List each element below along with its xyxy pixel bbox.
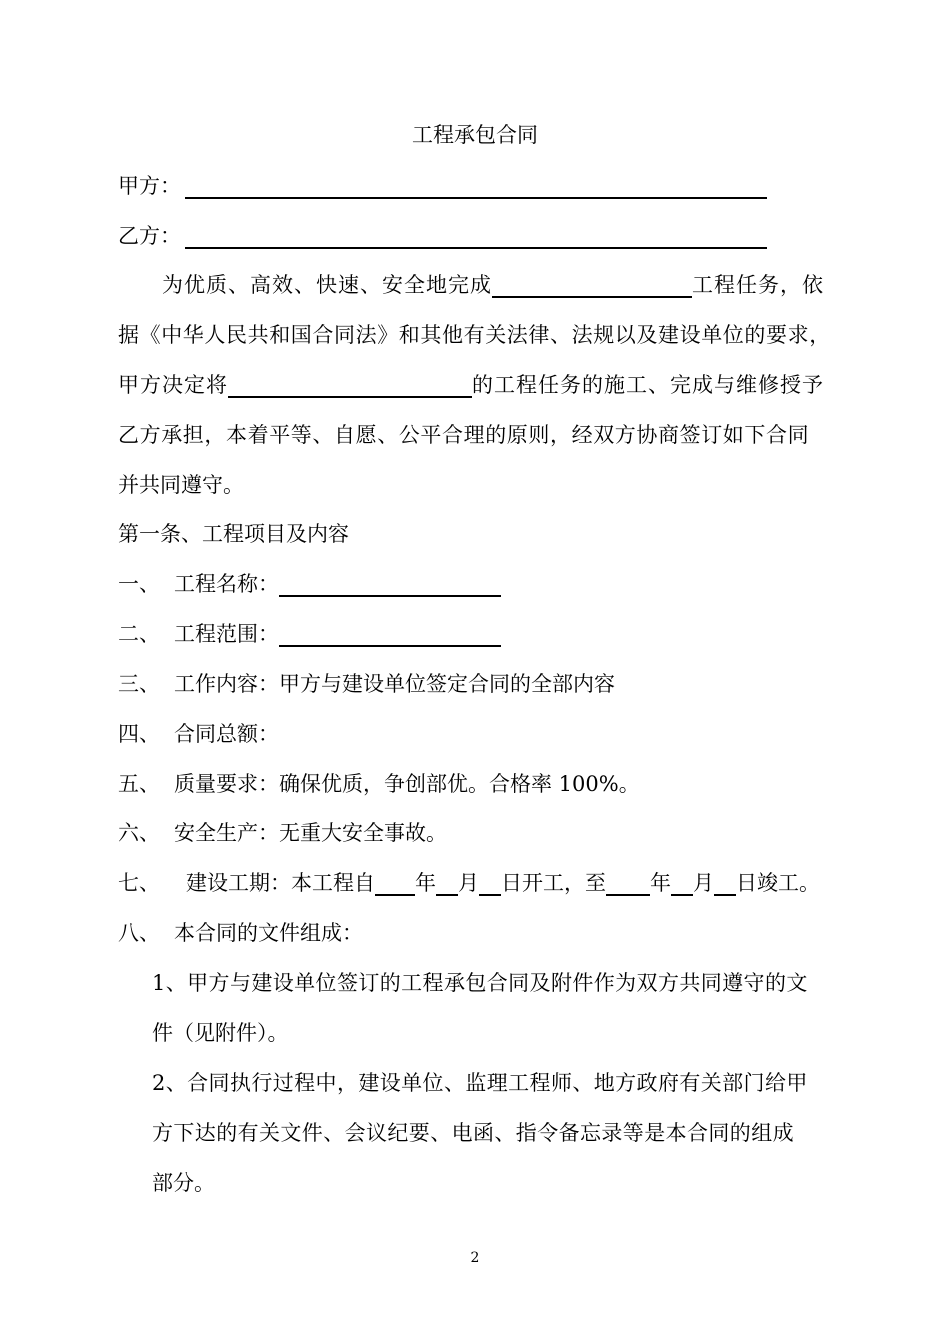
item-1 <box>118 571 501 597</box>
party-a-blank[interactable] <box>185 175 767 199</box>
item-number: 六、 <box>118 821 160 845</box>
start-month-blank[interactable] <box>436 872 458 896</box>
item-text: 日竣工。 <box>736 871 820 895</box>
item-text: 安全生产：无重大安全事故。 <box>174 821 447 845</box>
document-title: 工程承包合同 <box>412 123 538 147</box>
party-a-label: 甲方： <box>118 174 181 198</box>
intro-line-4: 乙方承担，本着平等、自愿、公平合理的原则，经双方协商签订如下合同 <box>118 423 810 447</box>
end-year-blank[interactable] <box>606 872 650 896</box>
end-day-blank[interactable] <box>714 872 736 896</box>
item-5 <box>118 771 640 797</box>
item-text: 质量要求：确保优质，争创部优。合格率 100%。 <box>174 772 640 796</box>
item-number: 八、 <box>118 921 160 945</box>
start-year-blank[interactable] <box>375 872 415 896</box>
start-day-blank[interactable] <box>479 872 501 896</box>
item-text: 工作内容：甲方与建设单位签定合同的全部内容 <box>174 672 615 696</box>
project-scope-blank[interactable] <box>279 623 501 647</box>
item-3 <box>118 671 615 697</box>
intro-line-2: 据《中华人民共和国合同法》和其他有关法律、法规以及建设单位的要求， <box>118 323 831 347</box>
item-number: 七、 <box>118 871 160 895</box>
party-b-blank[interactable] <box>185 225 767 249</box>
item-text: 工程名称： <box>174 572 279 596</box>
item-number: 四、 <box>118 722 160 746</box>
intro-line-3 <box>118 372 824 398</box>
sub-item-2-line-3: 部分。 <box>152 1171 215 1195</box>
item-text: 月 <box>693 871 714 895</box>
intro-text: 的工程任务的施工、完成与维修授予 <box>472 373 824 397</box>
page-number: 2 <box>470 1250 480 1266</box>
item-text: 月 <box>458 871 479 895</box>
intro-text: 为优质、高效、快速、安全地完成 <box>162 273 492 297</box>
item-text: 工程范围： <box>174 622 279 646</box>
item-4 <box>118 721 279 747</box>
intro-line-1 <box>162 272 824 298</box>
project-name-blank[interactable] <box>279 573 501 597</box>
item-2 <box>118 621 501 647</box>
item-text: 本合同的文件组成： <box>174 921 363 945</box>
item-number: 一、 <box>118 572 160 596</box>
item-text: 年 <box>415 871 436 895</box>
item-number: 三、 <box>118 672 160 696</box>
party-b-label: 乙方： <box>118 224 181 248</box>
sub-item-2-line-1: 2、合同执行过程中，建设单位、监理工程师、地方政府有关部门给甲 <box>152 1071 808 1095</box>
item-text: 日开工，至 <box>501 871 606 895</box>
item-number: 二、 <box>118 622 160 646</box>
intro-text: 甲方决定将 <box>118 373 228 397</box>
assigned-work-blank[interactable] <box>228 374 472 398</box>
end-month-blank[interactable] <box>671 872 693 896</box>
item-8 <box>118 920 363 946</box>
sub-item-1-line-2: 件（见附件）。 <box>152 1021 289 1045</box>
item-text: 建设工期：本工程自 <box>186 871 375 895</box>
item-number: 五、 <box>118 772 160 796</box>
intro-text: 工程任务，依 <box>692 273 824 297</box>
sub-item-1-line-1: 1、甲方与建设单位签订的工程承包合同及附件作为双方共同遵守的文 <box>152 971 808 995</box>
item-6 <box>118 820 447 846</box>
item-text: 年 <box>650 871 671 895</box>
sub-item-2-line-2: 方下达的有关文件、会议纪要、电函、指令备忘录等是本合同的组成 <box>152 1121 794 1145</box>
project-task-blank[interactable] <box>492 274 692 298</box>
party-b-line <box>118 223 767 249</box>
party-a-line <box>118 173 767 199</box>
intro-line-5: 并共同遵守。 <box>118 473 244 497</box>
article-1-heading: 第一条、工程项目及内容 <box>118 522 349 546</box>
item-7 <box>118 870 820 896</box>
item-text: 合同总额： <box>174 722 279 746</box>
